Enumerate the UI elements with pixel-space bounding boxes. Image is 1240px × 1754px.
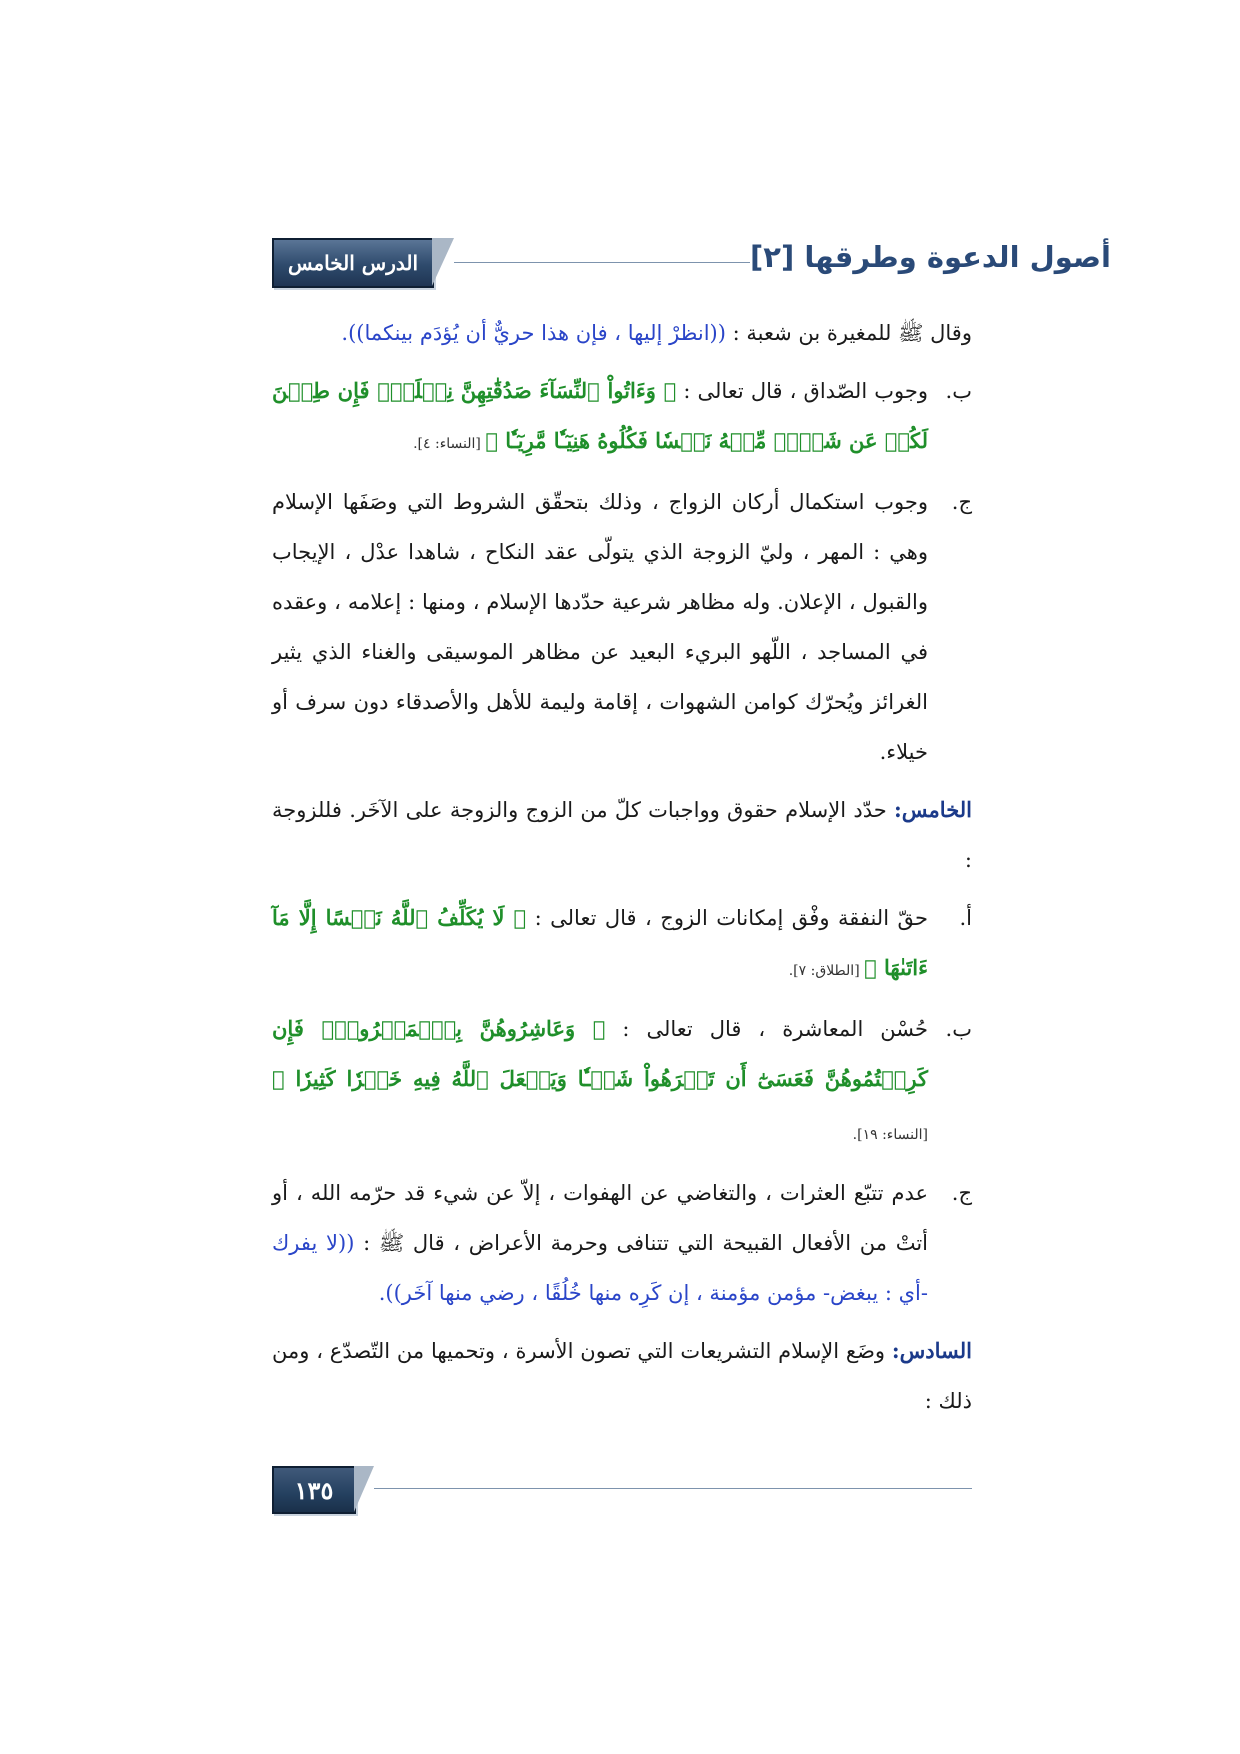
lesson-badge: الدرس الخامس bbox=[272, 238, 434, 288]
quran-verse: ﴿ وَعَاشِرُوهُنَّ بِٱلۡمَعۡرُوفِۚ فَإِن كَرِهۡتُمُوهُنَّ فَعَسَىٰٓ أَن تَكۡرَهُواْ شَيۡـٔٗا وَيَجۡعَلَ ٱللَّهُ فِيهِ خَيۡرٗا كَثِيرٗا ﴾ bbox=[272, 1016, 928, 1091]
book-title: أصول الدعوة وطرقها [٢] bbox=[750, 240, 1111, 274]
list-marker: ب. bbox=[945, 1017, 972, 1041]
verse-reference: [النساء: ١٩]. bbox=[852, 1127, 928, 1143]
page-content bbox=[272, 308, 972, 1434]
item-text: وجوب استكمال أركان الزواج ، وذلك بتحقّق الشروط التي وصَفَها الإسلام وهي : المهر ، وليّ الزوجة الذي يتولّى عقد النكاح ، شاهدا عدْل ، الإيجاب والقبول ، الإعلان. وله مظاهر شرعية حدّدها الإسلام ، ومنها : إعلامه ، وعقده في المساجد ، اللّهو البريء البعيد عن مظاهر الموسيقى والغناء الذي يثير الغرائز ويُحرّك كوامن الشهوات ، إقامة وليمة للأهل والأصدقاء دون سرف أو خيلاء. bbox=[272, 490, 928, 764]
header-divider bbox=[454, 262, 750, 263]
page-header bbox=[272, 238, 1111, 286]
item-text: حُسْن المعاشرة ، قال تعالى : bbox=[605, 1017, 928, 1041]
list-marker: ج. bbox=[951, 1181, 972, 1205]
sixth-text: وضَع الإسلام التشريعات التي تصون الأسرة ، وتحميها من التّصدّع ، ومن ذلك : bbox=[272, 1339, 972, 1413]
fifth-text: حدّد الإسلام حقوق وواجبات كلّ من الزوج والزوجة على الآخَر. فللزوجة : bbox=[272, 798, 972, 872]
lesson-badge-wedge bbox=[432, 238, 454, 286]
hadith-text: ((انظرْ إليها ، فإن هذا حريٌّ أن يُؤدَم بينكما)). bbox=[341, 321, 726, 345]
hadith-paragraph bbox=[272, 308, 972, 358]
page-number: ١٣٥ bbox=[272, 1466, 356, 1514]
page-number-wedge bbox=[354, 1466, 374, 1512]
list-marker: ج. bbox=[951, 490, 972, 514]
verse-reference: [النساء: ٤]. bbox=[413, 436, 486, 452]
page-footer bbox=[272, 1466, 972, 1510]
list-item-b-good-companionship bbox=[272, 1004, 972, 1160]
footer-divider bbox=[374, 1488, 972, 1489]
fifth-paragraph bbox=[272, 785, 972, 885]
item-text: عدم تتبّع العثرات ، والتغاضي عن الهفوات ، إلاّ عن شيء قد حرّمه الله ، أو أتتْ من الأفعال القبيحة التي تتنافى وحرمة الأعراض ، قال ﷺ : bbox=[272, 1181, 929, 1255]
sixth-paragraph bbox=[272, 1326, 972, 1426]
list-item-a-maintenance bbox=[272, 893, 972, 996]
section-label-fifth: الخامس: bbox=[894, 797, 972, 822]
quran-verse: ﴿ وَءَاتُواْ ٱلنِّسَآءَ صَدُقَٰتِهِنَّ نِحۡلَةٗۚ فَإِن طِبۡنَ لَكُمۡ عَن شَيۡءٖ مِّنۡهُ نَفۡسٗا فَكُلُوهُ هَنِيٓـٔٗا مَّرِيٓـٔٗا ﴾ bbox=[272, 378, 928, 453]
hadith-intro: وقال ﷺ للمغيرة بن شعبة : bbox=[725, 321, 972, 345]
quran-verse: ﴿ لَا يُكَلِّفُ ٱللَّهُ نَفۡسًا إِلَّا مَآ ءَاتَىٰهَا ﴾ bbox=[272, 905, 928, 980]
verse-reference: [الطلاق: ٧]. bbox=[788, 963, 865, 979]
section-label-sixth: السادس: bbox=[891, 1338, 972, 1363]
item-text: حقّ النفقة وفْق إمكانات الزوج ، قال تعالى : bbox=[526, 906, 928, 930]
hadith-text: ((لا يفرك -أي : يبغض- مؤمن مؤمنة ، إن كَرِه منها خُلُقًا ، رضي منها آخَر)). bbox=[272, 1231, 928, 1305]
item-text: وجوب الصّداق ، قال تعالى : bbox=[676, 379, 928, 403]
list-item-c-overlooking-faults bbox=[272, 1168, 972, 1318]
list-item-c-marriage-pillars bbox=[272, 477, 972, 777]
list-marker: ب. bbox=[945, 379, 972, 403]
list-marker: أ. bbox=[959, 906, 972, 930]
list-item-b-dowry bbox=[272, 366, 972, 469]
